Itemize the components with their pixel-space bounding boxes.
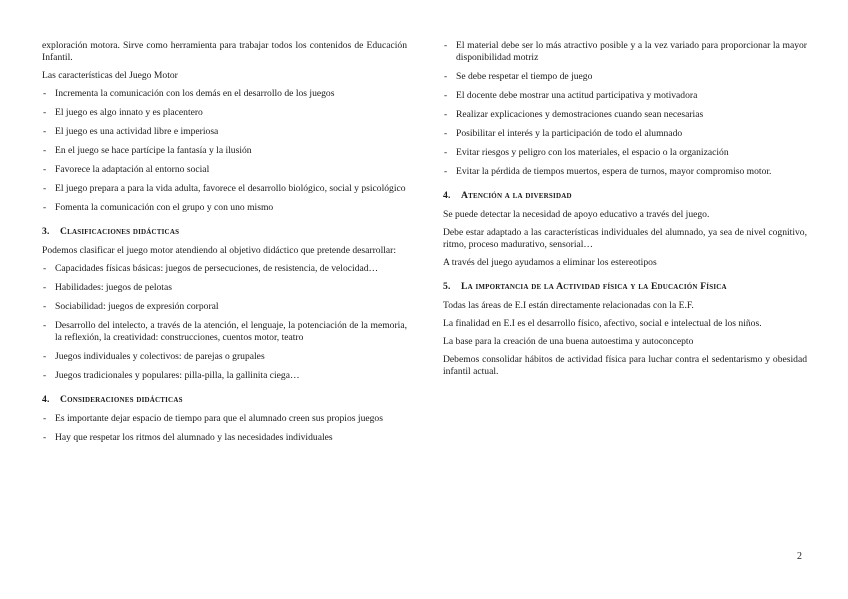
list-item: - El juego es algo innato y es placentero [42,107,407,119]
section-number: 4. [443,190,451,201]
considerations-list [42,413,407,444]
list-item: - Se debe respetar el tiempo de juego [443,71,807,83]
paragraph: La finalidad en E.I es el desarrollo físico, afectivo, social e intelectual de los niños. [443,318,762,329]
list-item: - Evitar la pérdida de tiempos muertos, espera de turnos, mayor compromiso motor. [443,166,807,178]
list-item: - Realizar explicaciones y demostraciones cuando sean necesarias [443,109,807,121]
section-title: Clasificaciones didácticas [60,226,180,237]
characteristics-list [42,88,407,214]
section-heading-5 [443,281,807,293]
left-column [42,40,407,451]
considerations-continued-list [443,40,807,178]
section-intro: Podemos clasificar el juego motor atendiendo al objetivo didáctico que pretende desarrollar: [42,245,397,256]
paragraph: Debemos consolidar hábitos de actividad física para luchar contra el sedentarismo y obesidad infantil actual. [443,354,807,377]
section-title: Atención a la diversidad [461,190,572,201]
list-item: - El juego es una actividad libre e imperiosa [42,126,407,138]
section-title: La importancia de la Actividad física y la Educación Física [461,281,727,292]
intro-paragraph: exploración motora. Sirve como herramienta para trabajar todos los contenidos de Educación Infantil. [42,40,407,63]
paragraph: La base para la creación de una buena autoestima y autoconcepto [443,336,694,347]
list-item: - Habilidades: juegos de pelotas [42,282,407,294]
list-item: - El material debe ser lo más atractivo posible y a la vez variado para proporcionar la mayor disponibilidad motriz [443,40,807,64]
characteristics-title: Las características del Juego Motor [42,70,178,81]
section-number: 4. [42,394,50,405]
list-item: - Juegos tradicionales y populares: pilla-pilla, la gallinita ciega… [42,370,407,382]
paragraph: Debe estar adaptado a las características individuales del alumnado, ya sea de nivel cognitivo, ritmo, proceso madurativo, sensorial… [443,227,807,250]
paragraph: A través del juego ayudamos a eliminar los estereotipos [443,257,657,268]
list-item: - Posibilitar el interés y la participación de todo el alumnado [443,128,807,140]
paragraph: Todas las áreas de E.I están directamente relacionadas con la E.F. [443,300,694,311]
section-title: Consideraciones didácticas [60,394,183,405]
list-item: - Es importante dejar espacio de tiempo para que el alumnado creen sus propios juegos [42,413,407,425]
list-item: - Juegos individuales y colectivos: de parejas o grupales [42,351,407,363]
list-item: - En el juego se hace partícipe la fantasía y la ilusión [42,145,407,157]
section-number: 3. [42,226,50,237]
section-heading-4b [443,190,807,202]
page-number: 2 [797,551,802,562]
list-item: - Favorece la adaptación al entorno social [42,164,407,176]
section-heading-4 [42,394,407,406]
list-item: - Desarrollo del intelecto, a través de la atención, el lenguaje, la potenciación de la memoria, la reflexión, la creatividad: construcciones, cuentos motor, teatro [42,320,407,344]
paragraph: Se puede detectar la necesidad de apoyo educativo a través del juego. [443,209,710,220]
list-item: - Incrementa la comunicación con los demás en el desarrollo de los juegos [42,88,407,100]
classification-list [42,263,407,382]
list-item: - El juego prepara a para la vida adulta, favorece el desarrollo biológico, social y psicológico [42,183,407,195]
right-column [443,40,807,384]
list-item: - El docente debe mostrar una actitud participativa y motivadora [443,90,807,102]
list-item: - Fomenta la comunicación con el grupo y con uno mismo [42,202,407,214]
list-item: - Capacidades físicas básicas: juegos de persecuciones, de resistencia, de velocidad… [42,263,407,275]
section-heading-3 [42,226,407,238]
list-item: - Hay que respetar los ritmos del alumnado y las necesidades individuales [42,432,407,444]
list-item: - Evitar riesgos y peligro con los materiales, el espacio o la organización [443,147,807,159]
list-item: - Sociabilidad: juegos de expresión corporal [42,301,407,313]
section-number: 5. [443,281,451,292]
